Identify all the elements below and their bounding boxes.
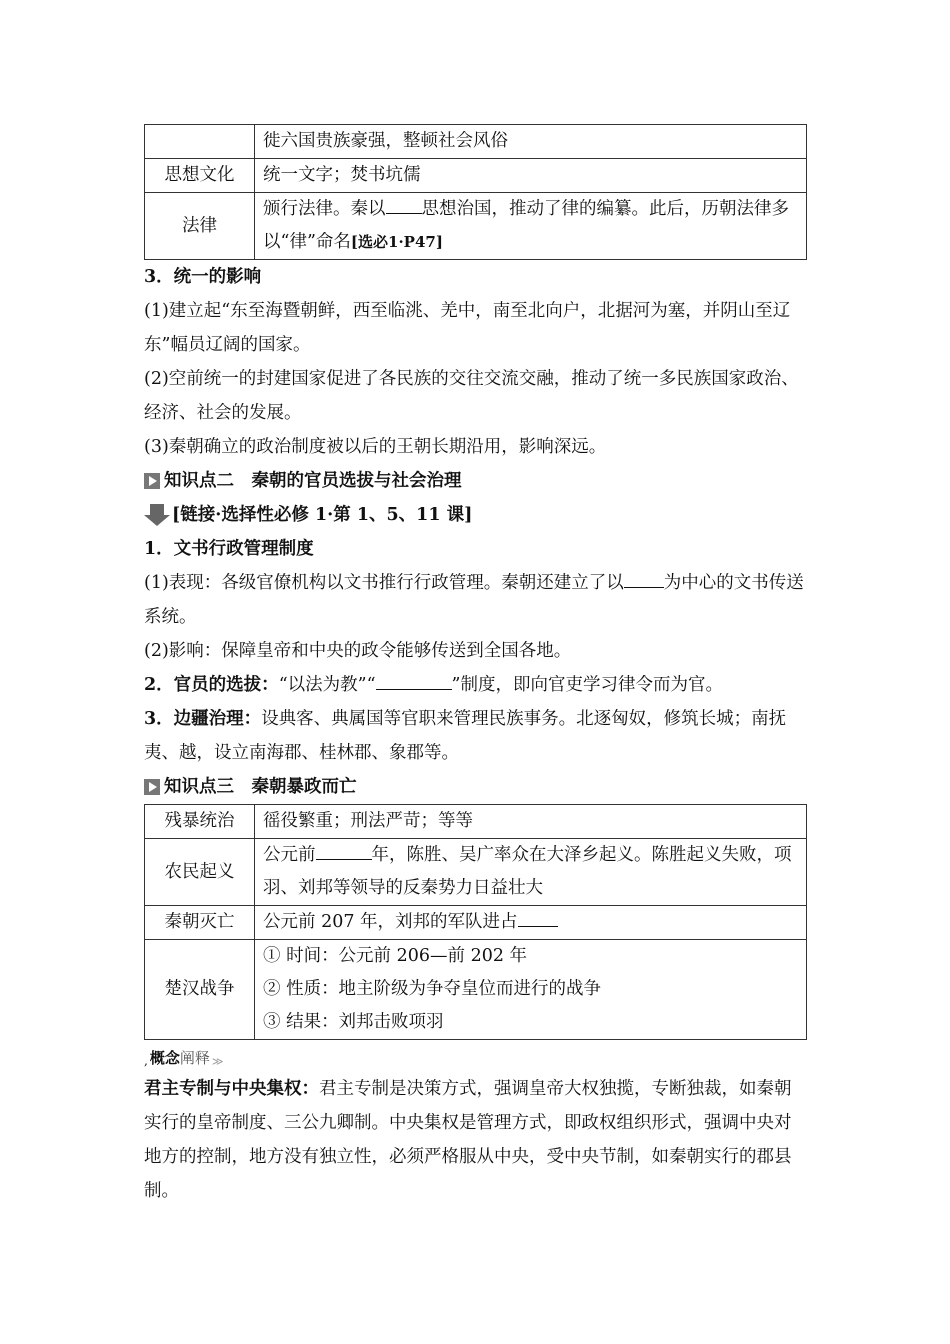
fill-blank	[624, 570, 664, 589]
row-content: 徭役繁重；刑法严苛；等等	[255, 805, 807, 839]
list-item: 3．边疆治理：设典客、典属国等官职来管理民族事务。北逐匈奴，修筑长城；南抚夷、越，设立南海郡、桂林郡、象郡等。	[144, 709, 787, 763]
table-row	[145, 940, 807, 1040]
section-title: 1．文书行政管理制度	[144, 539, 314, 559]
list-item: 2．官员的选拔：“以法为教”“ ”制度，即向官吏学习律令而为官。	[144, 668, 808, 702]
list-item: (1)表现：各级官僚机构以文书推行行政管理。秦朝还建立了以 为中心的文书传送系统。	[144, 566, 808, 634]
row-content: 颁行法律。秦以 思想治国，推动了律的编纂。此后，历朝法律多以“律”命名[选必1·P47]	[255, 193, 807, 260]
row-content: 公元前 年，陈胜、吴广率众在大泽乡起义。陈胜起义失败，项羽、刘邦等领导的反秦势力日益壮大	[255, 839, 807, 906]
table-row	[145, 906, 807, 940]
play-icon	[144, 779, 160, 795]
double-chevron-icon: ≫	[211, 1055, 224, 1068]
link-reference: [链接·选择性必修 1·第 1、5、11 课]	[144, 498, 808, 532]
table-row	[145, 159, 807, 193]
row-label: 农民起义	[145, 839, 255, 906]
knowledge-point-heading: 知识点二 秦朝的官员选拔与社会治理	[144, 464, 808, 498]
fall-table	[144, 804, 807, 1040]
table-row	[145, 125, 807, 159]
fill-blank	[518, 909, 558, 928]
list-item: (3)秦朝确立的政治制度被以后的王朝长期沿用，影响深远。	[144, 437, 607, 457]
table-row	[145, 193, 807, 260]
row-label: 残暴统治	[145, 805, 255, 839]
fill-blank	[316, 842, 372, 861]
document-page	[144, 124, 808, 1208]
row-content: 徙六国贵族豪强，整顿社会风俗	[255, 125, 807, 159]
list-item: (2)影响：保障皇帝和中央的政令能够传送到全国各地。	[144, 641, 572, 661]
row-label: 法律	[145, 193, 255, 260]
policy-table	[144, 124, 807, 260]
row-content: 公元前 207 年，刘邦的军队进占	[255, 906, 807, 940]
concept-paragraph: 君主专制与中央集权：君主专制是决策方式，强调皇帝大权独揽，专断独裁，如秦朝实行的皇帝制度、三公九卿制。中央集权是管理方式，即政权组织形式，强调中央对地方的控制，地方没有独立性，必须严格服从中央，受中央节制，如秦朝实行的郡县制。	[144, 1079, 792, 1201]
table-row	[145, 839, 807, 906]
play-icon	[144, 473, 160, 489]
reference: [选必1·P47]	[350, 233, 443, 251]
fill-blank	[386, 196, 422, 215]
row-label: 秦朝灭亡	[145, 906, 255, 940]
section-title: 3．统一的影响	[144, 267, 262, 287]
row-content: ① 时间：公元前 206—前 202 年 ② 性质：地主阶级为争夺皇位而进行的战争 ③ 结果：刘邦击败项羽	[255, 940, 807, 1040]
table-row	[145, 805, 807, 839]
down-arrow-icon	[144, 504, 170, 526]
fill-blank	[376, 672, 452, 691]
row-label	[145, 125, 255, 159]
concept-label: , 概念 阐释 ≫	[144, 1049, 224, 1068]
knowledge-point-heading: 知识点三 秦朝暴政而亡	[144, 770, 808, 804]
row-content: 统一文字；焚书坑儒	[255, 159, 807, 193]
list-item: (2)空前统一的封建国家促进了各民族的交往交流交融，推动了统一多民族国家政治、经济、社会的发展。	[144, 369, 799, 423]
row-label: 楚汉战争	[145, 940, 255, 1040]
row-label: 思想文化	[145, 159, 255, 193]
comma-mark-icon: ,	[144, 1054, 148, 1068]
list-item: (1)建立起“东至海暨朝鲜，西至临洮、羌中，南至北向户，北据河为塞，并阴山至辽东”幅员辽阔的国家。	[144, 301, 791, 355]
